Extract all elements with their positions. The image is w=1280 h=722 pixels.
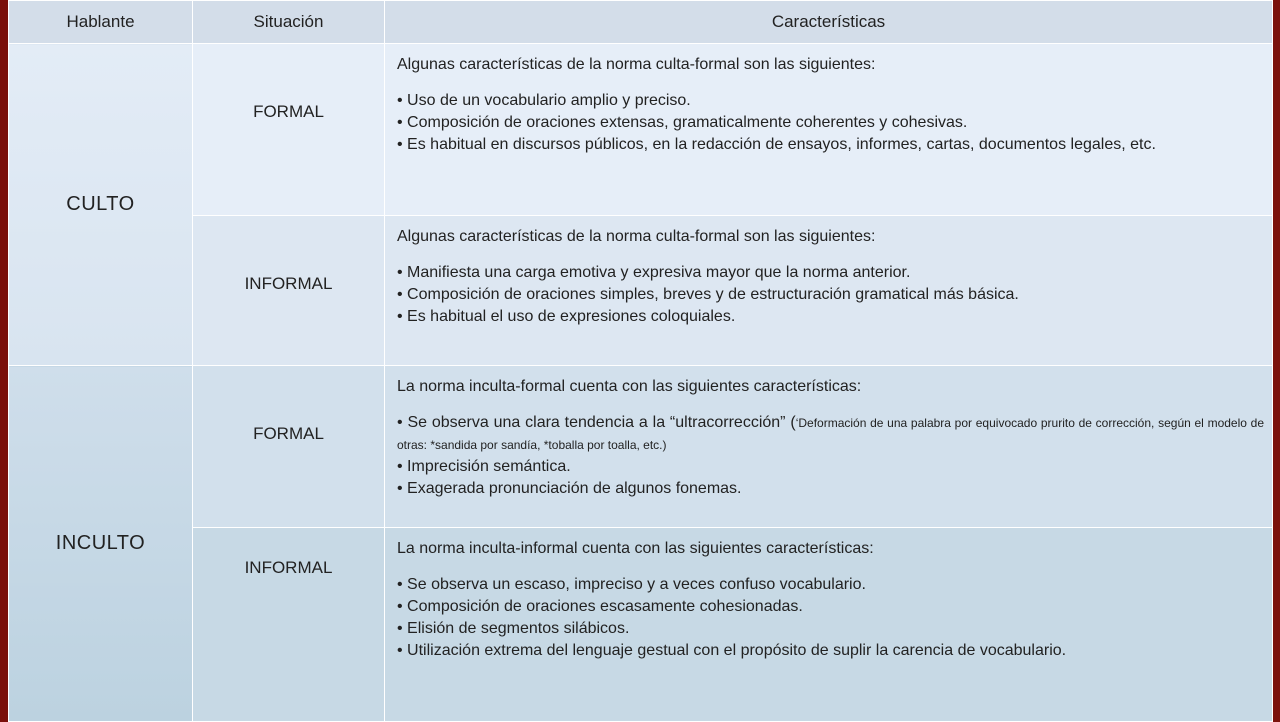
caracteristicas-cell xyxy=(385,216,1273,366)
situacion-label: FORMAL xyxy=(253,102,324,121)
bullet-item: • Exagerada pronunciación de algunos fonemas. xyxy=(397,478,1264,500)
bullet-item xyxy=(397,412,1264,456)
situacion-label: INFORMAL xyxy=(244,274,333,293)
bullet-item: • Composición de oraciones extensas, gramaticalmente coherentes y cohesivas. xyxy=(397,112,1264,134)
caracteristicas-cell xyxy=(385,44,1273,216)
bullet-item: • Composición de oraciones escasamente cohesionadas. xyxy=(397,596,1264,618)
header-situacion: Situación xyxy=(193,1,385,44)
header-hablante: Hablante xyxy=(9,1,193,44)
intro-text: La norma inculta-informal cuenta con las siguientes características: xyxy=(397,540,874,557)
header-caracteristicas: Características xyxy=(385,1,1273,44)
bullet-text: Se observa una clara tendencia a la “ultracorrección” ( xyxy=(407,414,796,431)
hablante-inculto: INCULTO xyxy=(9,366,193,722)
ultracorreccion-note: ‘Deformación de una palabra por equivocado prurito de corrección, según el modelo de otras: *sandida por sandía, *toballa por toalla, etc.) xyxy=(397,416,1265,452)
bullet-item: • Manifiesta una carga emotiva y expresiva mayor que la norma anterior. xyxy=(397,262,1264,284)
situacion-label: FORMAL xyxy=(253,424,324,443)
table-row xyxy=(9,216,1273,366)
situacion-cell xyxy=(193,528,385,722)
situacion-cell xyxy=(193,216,385,366)
situacion-cell xyxy=(193,44,385,216)
bullet-item: • Uso de un vocabulario amplio y preciso. xyxy=(397,90,1264,112)
intro-text: La norma inculta-formal cuenta con las siguientes características: xyxy=(397,378,862,395)
bullet-item: • Elisión de segmentos silábicos. xyxy=(397,618,1264,640)
situacion-cell xyxy=(193,366,385,528)
bullet-item: • Utilización extrema del lenguaje gestual con el propósito de suplir la carencia de vocabulario. xyxy=(397,640,1264,662)
bullet-item: • Es habitual en discursos públicos, en la redacción de ensayos, informes, cartas, documentos legales, etc. xyxy=(397,134,1264,156)
intro-text: Algunas características de la norma culta-formal son las siguientes: xyxy=(397,56,876,73)
norms-table xyxy=(8,0,1273,722)
table-row xyxy=(9,528,1273,722)
table-row xyxy=(9,366,1273,528)
bullet-item: • Composición de oraciones simples, breves y de estructuración gramatical más básica. xyxy=(397,284,1264,306)
bullet-item: • Es habitual el uso de expresiones coloquiales. xyxy=(397,306,1264,328)
bullet-item: • Se observa un escaso, impreciso y a veces confuso vocabulario. xyxy=(397,574,1264,596)
header-row xyxy=(9,1,1273,44)
caracteristicas-cell xyxy=(385,528,1273,722)
bullet-item: • Imprecisión semántica. xyxy=(397,456,1264,478)
situacion-label: INFORMAL xyxy=(244,558,333,577)
caracteristicas-cell xyxy=(385,366,1273,528)
intro-text: Algunas características de la norma culta-formal son las siguientes: xyxy=(397,228,876,245)
table-row xyxy=(9,44,1273,216)
hablante-culto: CULTO xyxy=(9,44,193,366)
